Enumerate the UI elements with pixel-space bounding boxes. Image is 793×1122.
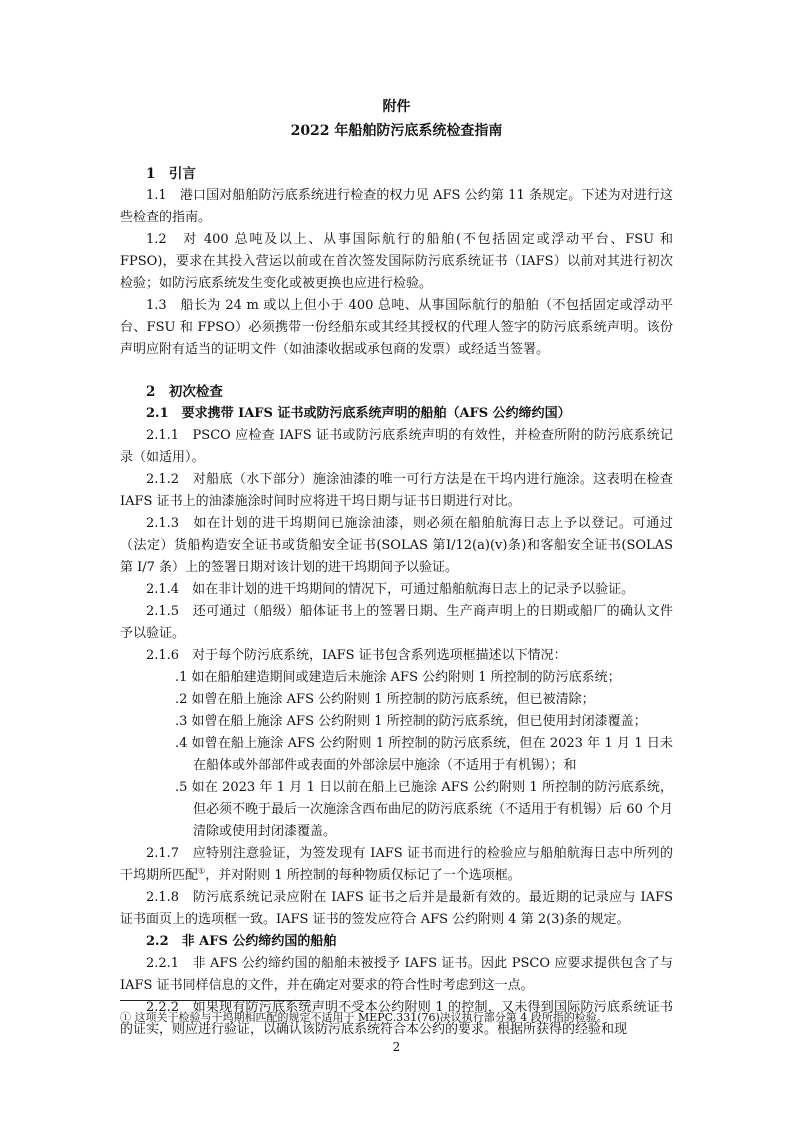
paragraph-1-3: 1.3 船长为 24 m 或以上但小于 400 总吨、从事国际航行的船舶（不包括固定或浮动平台、FSU 和 FPSO）必须携带一份经船东或其经其授权的代理人签字的防污底系统声明。该份声明应附有适当的证明文件（如油漆收据或承包商的发票）或经适当签署。 [120, 298, 673, 357]
annex-label: 附件 [382, 99, 411, 115]
paragraph-2-2-2: 2.2.2 如果现有防污底系统声明不受本公约附则 1 的控制，又未得到国际防污底系统证书的证实，则应进行验证，以确认该防污底系统符合本公约的要求。根据所获得的经验和现 [120, 1000, 673, 1037]
paragraph-2-1-6: 2.1.6 对于每个防污底系统，IAFS 证书包含系列选项框描述以下情况： [146, 648, 567, 663]
paragraph-1-2: 1.2 对 400 总吨及以上、从事国际航行的船舶(不包括固定或浮动平台、FSU 和 FPSO)，要求在其投入营运以前或在首次签发国际防污底系统证书（IAFS）以前对其进行初次检验；如防污底系统发生变化或被更换也应进行检验。 [120, 232, 673, 291]
document-body [120, 95, 673, 1041]
document-title: 2022 年船舶防污底系统检查指南 [290, 123, 503, 139]
paragraph-2-1-3: 2.1.3 如在计划的进干坞期间已施涂油漆，则必须在船舶航海日志上予以登记。可通过（法定）货船构造安全证书或货船安全证书(SOLAS 第I/12(a)(v)条)和客船安全证书(SOLAS 第 I/7 条）上的签署日期对该计划的进干坞期间予以验证。 [120, 516, 673, 575]
paragraph-2-2-1: 2.2.1 非 AFS 公约缔约国的船舶未被授予 IAFS 证书。因此 PSCO 应要求提供包含了与 IAFS 证书同样信息的文件，并在确定对要求的符合性时考虑到这一点。 [120, 956, 673, 993]
page-number: 2 [392, 1040, 401, 1054]
paragraph-2-1-4: 2.1.4 如在非计划的进干坞期间的情况下，可通过船舶航海日志上的记录予以验证。 [146, 582, 635, 597]
paragraph-1-1: 1.1 港口国对船舶防污底系统进行检查的权力见 AFS 公约第 11 条规定。下述为对进行这些检查的指南。 [120, 188, 673, 225]
paragraph-2-1-5: 2.1.5 还可通过（船级）船体证书上的签署日期、生产商声明上的日期或船厂的确认文件予以验证。 [120, 604, 673, 641]
paragraph-2-1-7-text-a: 2.1.7 应特别注意验证，为签发现有 IAFS 证书而进行的检验应与船舶航海日志中所列的干坞期所匹配 [120, 846, 673, 883]
section-1-heading: 1 引言 [146, 166, 196, 182]
paragraph-2-1-1: 2.1.1 PSCO 应检查 IAFS 证书或防污底系统声明的有效性，并检查所附的防污底系统记录（如适用）。 [120, 428, 673, 465]
footnote: ① 这项关于检验与干坞期相匹配的规定不适用于 MEPC.331(76)决议执行部分第 4 段所指的检验。 [120, 1011, 608, 1024]
footnote-divider [120, 1000, 310, 1001]
section-2-heading: 2 初次检查 [146, 384, 223, 400]
section-2-1-heading: 2.1 要求携带 IAFS 证书或防污底系统声明的船舶（AFS 公约缔约国） [146, 406, 571, 421]
paragraph-2-1-7 [120, 843, 673, 887]
list-item: .2 如曾在船上施涂 AFS 公约附则 1 所控制的防污底系统，但已被清除； [175, 692, 595, 707]
paragraph-2-1-2: 2.1.2 对船底（水下部分）施涂油漆的唯一可行方法是在干坞内进行施涂。这表明在检查 IAFS 证书上的油漆施涂时间时应将进干坞日期与证书日期进行对比。 [120, 472, 673, 509]
list-item: .5 如在 2023 年 1 月 1 日以前在船上已施涂 AFS 公约附则 1 所控制的防污底系统，但必须不晚于最后一次施涂含西布曲尼的防污底系统（不适用于有机锡）后 60 个月清除或使用封闭漆覆盖。 [175, 780, 673, 839]
footnote-marker[interactable]: ① [198, 866, 206, 876]
paragraph-2-1-7-text-b: ，并对附则 1 所控制的每种物质仅标记了一个选项框。 [205, 868, 521, 883]
paragraph-2-1-8: 2.1.8 防污底系统记录应附在 IAFS 证书之后并是最新有效的。最近期的记录应与 IAFS 证书面页上的选项框一致。IAFS 证书的签发应符合 AFS 公约附则 4 第 2(3)条的规定。 [120, 890, 673, 927]
list-item: .3 如曾在船上施涂 AFS 公约附则 1 所控制的防污底系统，但已使用封闭漆覆盖； [175, 714, 647, 729]
section-2-2-heading: 2.2 非 AFS 公约缔约国的船舶 [146, 934, 337, 949]
list-item: .4 如曾在船上施涂 AFS 公约附则 1 所控制的防污底系统，但在 2023 年 1 月 1 日未在船体或外部部件或表面的外部涂层中施涂（不适用于有机锡）；和 [175, 736, 673, 773]
list-item: .1 如在船舶建造期间或建造后未施涂 AFS 公约附则 1 所控制的防污底系统； [175, 670, 621, 685]
